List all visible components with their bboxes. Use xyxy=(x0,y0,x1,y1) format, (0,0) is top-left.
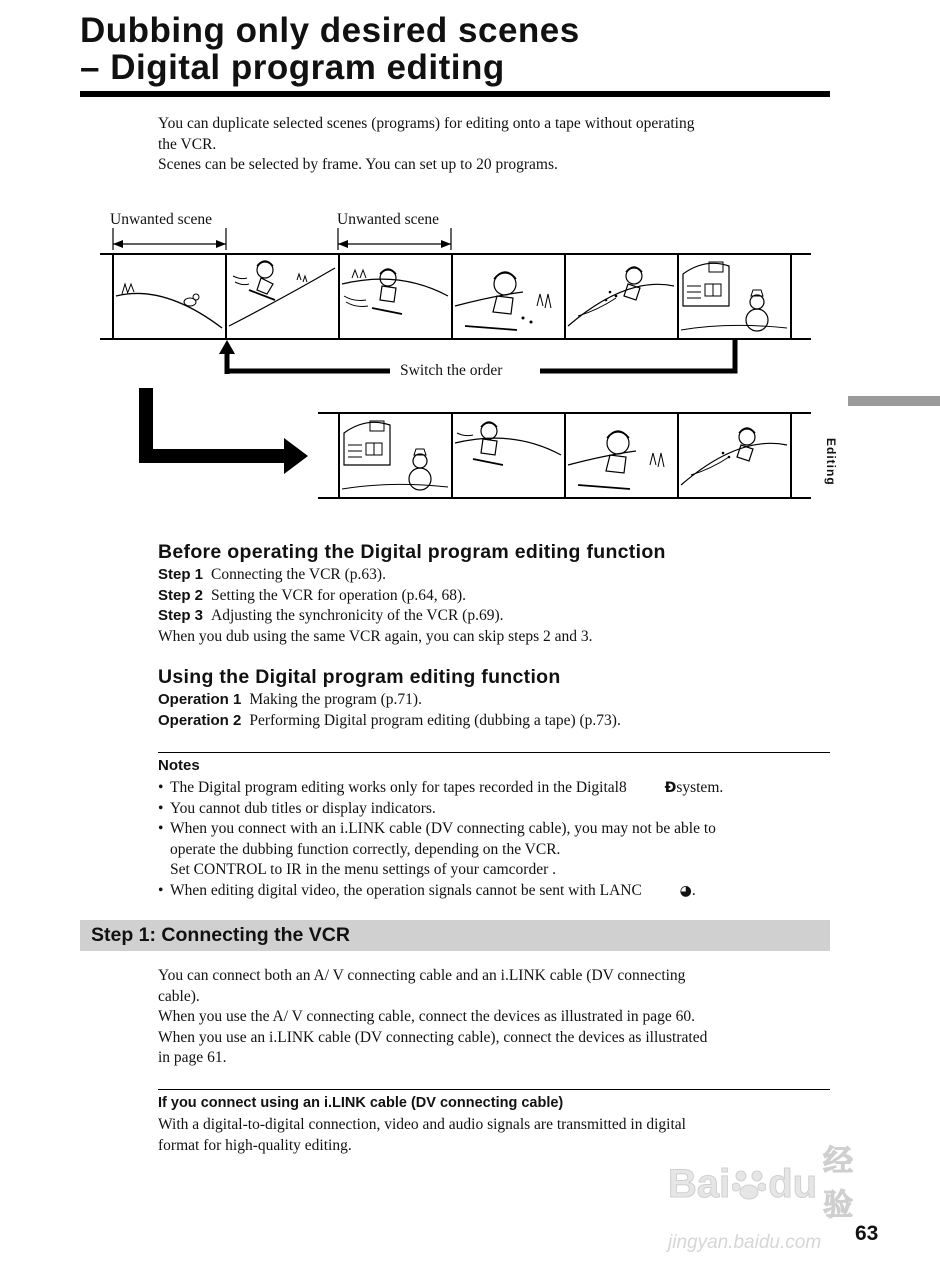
step-row xyxy=(158,565,593,586)
unwanted-scene-caption-1: Unwanted scene xyxy=(110,211,212,228)
notes-rule xyxy=(158,752,830,753)
ilink-line: format for high-quality editing. xyxy=(158,1136,352,1154)
title-rule xyxy=(80,91,830,97)
reorder-arrow xyxy=(136,388,316,478)
ilink-line: With a digital-to-digital connection, video and audio signals are transmitted in digital xyxy=(158,1116,686,1133)
note-item: • When you connect with an i.LINK cable (DV connecting cable), you may not be able to xyxy=(158,820,716,837)
unwanted-scene-caption-2: Unwanted scene xyxy=(337,211,439,228)
title-line-1: Dubbing only desired scenes xyxy=(80,11,580,50)
operation-label: Operation 1 xyxy=(158,691,242,708)
reordered-frame-3 xyxy=(566,415,676,495)
reordered-frame-1 xyxy=(340,415,450,495)
step-text: Adjusting the synchronicity of the VCR (p.69). xyxy=(211,607,504,624)
section-title: Step 1: Connecting the VCR xyxy=(91,924,350,946)
operation-text: Performing Digital program editing (dubbing a tape) (p.73). xyxy=(249,711,621,729)
frame-divider xyxy=(790,253,792,340)
switch-order-label: Switch the order xyxy=(400,362,503,379)
scene-frame-1 xyxy=(114,256,224,336)
notes-list xyxy=(158,778,838,901)
page-title xyxy=(80,12,580,86)
intro-line-2: the VCR. xyxy=(158,135,217,153)
step-text: Connecting the VCR (p.63). xyxy=(211,566,386,583)
operation-row xyxy=(158,690,621,711)
scene-frame-3 xyxy=(340,256,450,336)
step-row xyxy=(158,586,593,607)
paw-icon xyxy=(732,1167,766,1201)
section-line: When you use the A/ V connecting cable, connect the devices as illustrated in page 60. xyxy=(158,1008,696,1025)
watermark-cn: 经验 xyxy=(823,1144,854,1223)
note-item-continued: Set CONTROL to IR in the menu settings of your camcorder . xyxy=(170,861,556,878)
scene-frame-6 xyxy=(679,256,789,336)
step-label: Step 3 xyxy=(158,607,204,624)
watermark-brand: Bai xyxy=(668,1162,731,1206)
ilink-rule xyxy=(158,1089,830,1090)
scene-frame-5 xyxy=(566,256,676,336)
before-heading: Before operating the Digital program editing function xyxy=(158,541,666,563)
filmstrip-top-edge xyxy=(100,253,811,255)
watermark-brand-2: du xyxy=(768,1162,818,1206)
operation-label: Operation 2 xyxy=(158,711,242,729)
note-item: • When editing digital video, the operation signals cannot be sent with LANC ◕. xyxy=(158,881,838,902)
operation-text: Making the program (p.71). xyxy=(249,691,422,708)
side-tab-marker xyxy=(848,396,940,406)
intro-line-3: Scenes can be selected by frame. You can set up to 20 programs. xyxy=(158,156,558,173)
before-steps-list xyxy=(158,565,593,647)
step-label: Step 1 xyxy=(158,566,204,583)
ilink-heading: If you connect using an i.LINK cable (DV connecting cable) xyxy=(158,1095,564,1111)
using-heading: Using the Digital program editing function xyxy=(158,666,561,688)
scene-frame-2 xyxy=(227,256,337,336)
side-tab-label: Editing xyxy=(824,438,838,486)
intro-line-1: You can duplicate selected scenes (programs) for editing onto a tape without operating xyxy=(158,115,695,132)
section-line: You can connect both an A/ V connecting cable and an i.LINK cable (DV connecting xyxy=(158,967,686,984)
lanc-icon: ◕ xyxy=(679,882,692,899)
note-item: • The Digital program editing works only for tapes recorded in the Digital8 Ðsystem. xyxy=(158,778,838,799)
intro-paragraph xyxy=(158,114,798,176)
title-line-2: – Digital program editing xyxy=(80,48,505,87)
notes-heading: Notes xyxy=(158,757,200,774)
page-number: 63 xyxy=(855,1222,879,1245)
step-text: Setting the VCR for operation (p.64, 68). xyxy=(211,586,467,604)
before-note: When you dub using the same VCR again, you can skip steps 2 and 3. xyxy=(158,627,593,645)
reordered-frame-4 xyxy=(679,415,789,495)
section-line: in page 61. xyxy=(158,1049,227,1066)
reordered-frame-2 xyxy=(453,415,563,495)
frame-divider xyxy=(790,412,792,499)
digital8-logo-icon: Ð xyxy=(664,780,677,796)
note-item: • You cannot dub titles or display indicators. xyxy=(158,799,436,817)
unwanted-range-arrows xyxy=(108,228,458,252)
section-line: cable). xyxy=(158,987,200,1005)
note-item-continued: operate the dubbing function correctly, depending on the VCR. xyxy=(170,840,561,858)
section-body xyxy=(158,966,808,1069)
baidu-watermark xyxy=(668,1140,883,1253)
operation-row xyxy=(158,711,621,732)
section-line: When you use an i.LINK cable (DV connecting cable), connect the devices as illustrated xyxy=(158,1028,708,1046)
scene-frame-4 xyxy=(453,256,563,336)
watermark-url: jingyan.baidu.com xyxy=(668,1232,822,1253)
step-row xyxy=(158,606,593,627)
step-label: Step 2 xyxy=(158,586,204,604)
operations-list xyxy=(158,690,621,731)
